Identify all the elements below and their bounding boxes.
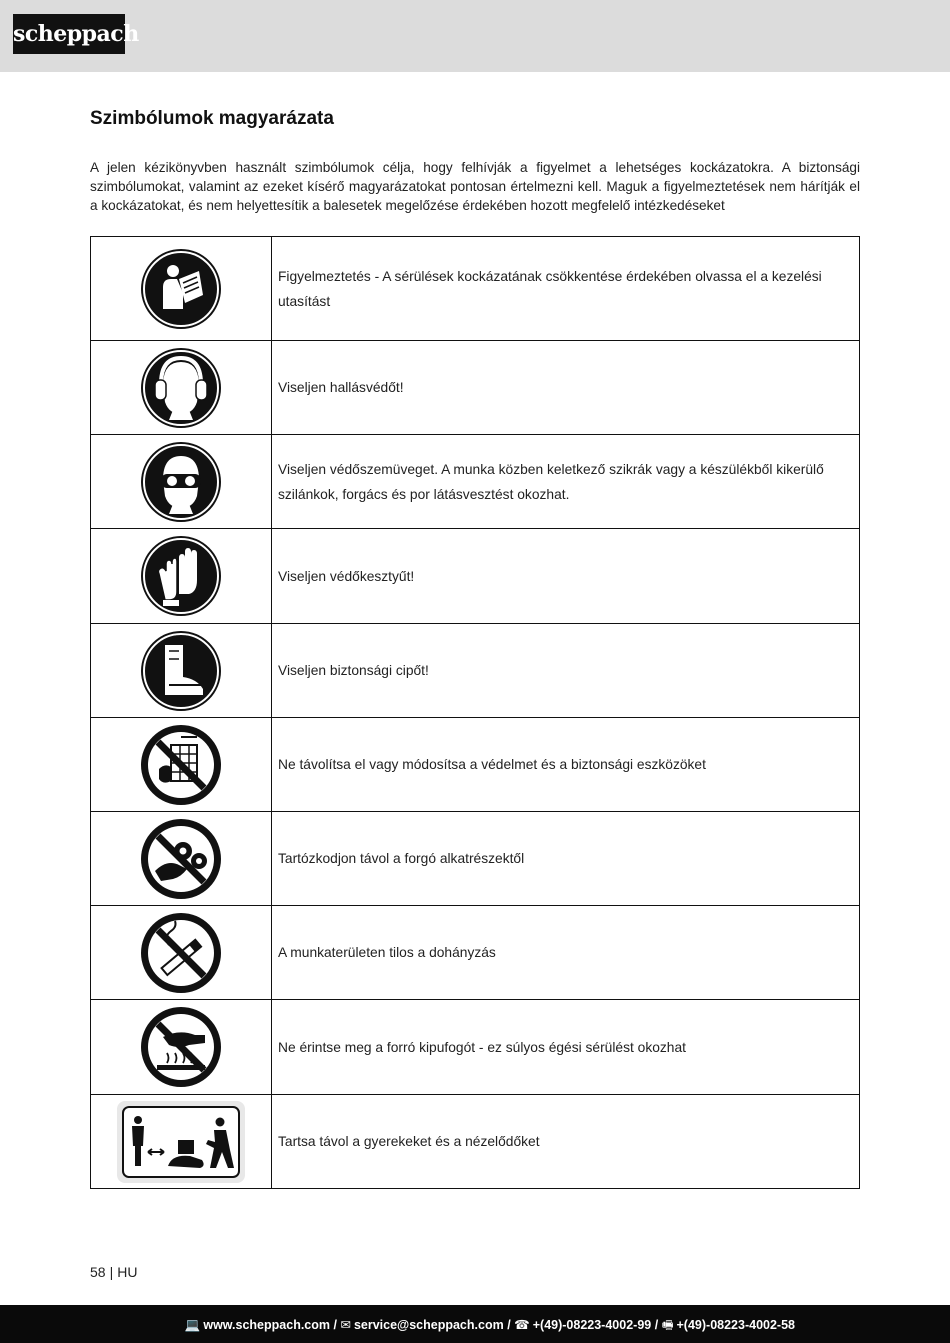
table-row <box>91 718 860 812</box>
page-language: HU <box>117 1264 138 1280</box>
symbol-description: Tartsa távol a gyerekeket és a nézelődőket <box>272 1095 860 1189</box>
safety-goggles-icon <box>139 440 223 524</box>
footer-separator: / <box>507 1318 511 1332</box>
symbols-table <box>90 236 860 1189</box>
symbol-description: Figyelmeztetés - A sérülések kockázatának csökkentése érdekében olvassa el a kezelési utasítást <box>272 237 860 341</box>
footer-phone: +(49)-08223-4002-99 <box>532 1318 652 1332</box>
table-row <box>91 341 860 435</box>
no-smoking-icon <box>139 911 223 995</box>
table-row <box>91 435 860 529</box>
protective-gloves-icon <box>139 534 223 618</box>
footer-email[interactable]: service@scheppach.com <box>353 1318 504 1332</box>
table-row <box>91 624 860 718</box>
table-row <box>91 906 860 1000</box>
table-row <box>91 237 860 341</box>
footer-separator: / <box>654 1318 659 1332</box>
table-row <box>91 1000 860 1095</box>
table-row <box>91 812 860 906</box>
intro-paragraph: A jelen kézikönyvben használt szimbólumok célja, hogy felhívják a figyelmet a lehetséges kockázatokra. A biztonsági szimbólumokat, valamint az ezeket kísérő magyarázatokat pontosan értelmezni kell. Maguk a figyelmeztetések nem hárítják el a kockázatokat, és nem helyettesítik a balesetek megelőzése érdekében hozott megfelelő intézkedéseket <box>90 160 860 213</box>
fax-icon: 🖷 <box>661 1318 674 1332</box>
footer-bar <box>0 1305 950 1343</box>
section-title: Szimbólumok magyarázata <box>90 108 334 129</box>
footer-contact <box>185 1316 795 1337</box>
symbol-description: Ne távolítsa el vagy módosítsa a védelmet és a biztonsági eszközöket <box>272 718 860 812</box>
ear-protection-icon <box>139 346 223 430</box>
symbol-description: Tartózkodjon távol a forgó alkatrészektől <box>272 812 860 906</box>
symbol-description: Viseljen védőkesztyűt! <box>272 529 860 624</box>
symbol-description: Ne érintse meg a forró kipufogót - ez súlyos égési sérülést okozhat <box>272 1000 860 1095</box>
symbol-description: Viseljen hallásvédőt! <box>272 341 860 435</box>
phone-icon: ☎ <box>514 1318 530 1332</box>
keep-bystanders-away-icon <box>116 1100 246 1184</box>
safety-boots-icon <box>139 629 223 713</box>
page-number <box>90 1264 137 1280</box>
footer-fax: +(49)-08223-4002-58 <box>676 1318 795 1332</box>
table-row <box>91 1095 860 1189</box>
footer-separator: / <box>333 1318 337 1332</box>
computer-icon: 💻 <box>184 1318 201 1332</box>
header-band <box>0 0 950 72</box>
page-number-separator: | <box>109 1264 114 1280</box>
symbol-description: Viseljen védőszemüveget. A munka közben keletkező szikrák vagy a készülékből kikerülő szilánkok, forgács és por látásvesztést okozhat. <box>272 435 860 529</box>
no-hot-surface-icon <box>139 1005 223 1089</box>
no-rotating-parts-icon <box>139 817 223 901</box>
symbol-description: Viseljen biztonsági cipőt! <box>272 624 860 718</box>
email-icon: ✉ <box>340 1318 351 1332</box>
read-manual-icon <box>139 247 223 331</box>
scheppach-logo: scheppach <box>13 14 125 54</box>
footer-website[interactable]: www.scheppach.com <box>203 1318 330 1332</box>
symbol-description: A munkaterületen tilos a dohányzás <box>272 906 860 1000</box>
table-row <box>91 529 860 624</box>
no-guard-removal-icon <box>139 723 223 807</box>
page-number-value: 58 <box>90 1264 106 1280</box>
